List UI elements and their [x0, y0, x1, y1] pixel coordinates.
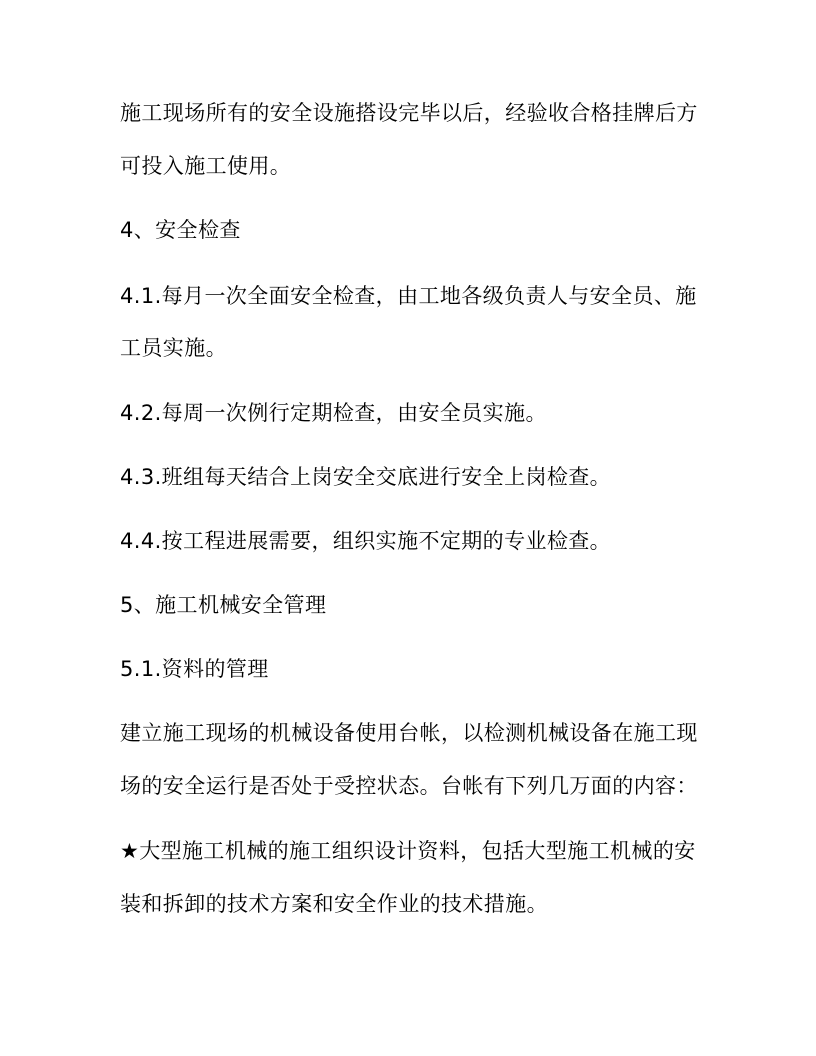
paragraph-line: 建立施工现场的机械设备使用台帐，以检测机械设备在施工现	[120, 721, 698, 745]
subsection-heading: 5.1.资料的管理	[120, 657, 269, 681]
paragraph-line: 工员实施。	[120, 336, 227, 360]
bullet-item-line: 装和拆卸的技术方案和安全作业的技术措施。	[120, 892, 548, 916]
paragraph-line: 4.3.班组每天结合上岗安全交底进行安全上岗检查。	[120, 465, 612, 489]
bullet-item-line: ★大型施工机械的施工组织设计资料，包括大型施工机械的安	[120, 839, 696, 863]
section-heading: 4、安全检查	[120, 218, 241, 242]
paragraph-line: 4.1.每月一次全面安全检查，由工地各级负责人与安全员、施	[120, 284, 697, 308]
paragraph-line: 4.4.按工程进展需要，组织实施不定期的专业检查。	[120, 529, 612, 553]
paragraph-line: 4.2.每周一次例行定期检查，由安全员实施。	[120, 401, 547, 425]
section-heading: 5、施工机械安全管理	[120, 593, 327, 617]
paragraph-line: 施工现场所有的安全设施搭设完毕以后，经验收合格挂牌后方	[120, 101, 698, 125]
paragraph-line: 场的安全运行是否处于受控状态。台帐有下列几万面的内容：	[120, 774, 698, 798]
paragraph-line: 可投入施工使用。	[120, 154, 292, 178]
